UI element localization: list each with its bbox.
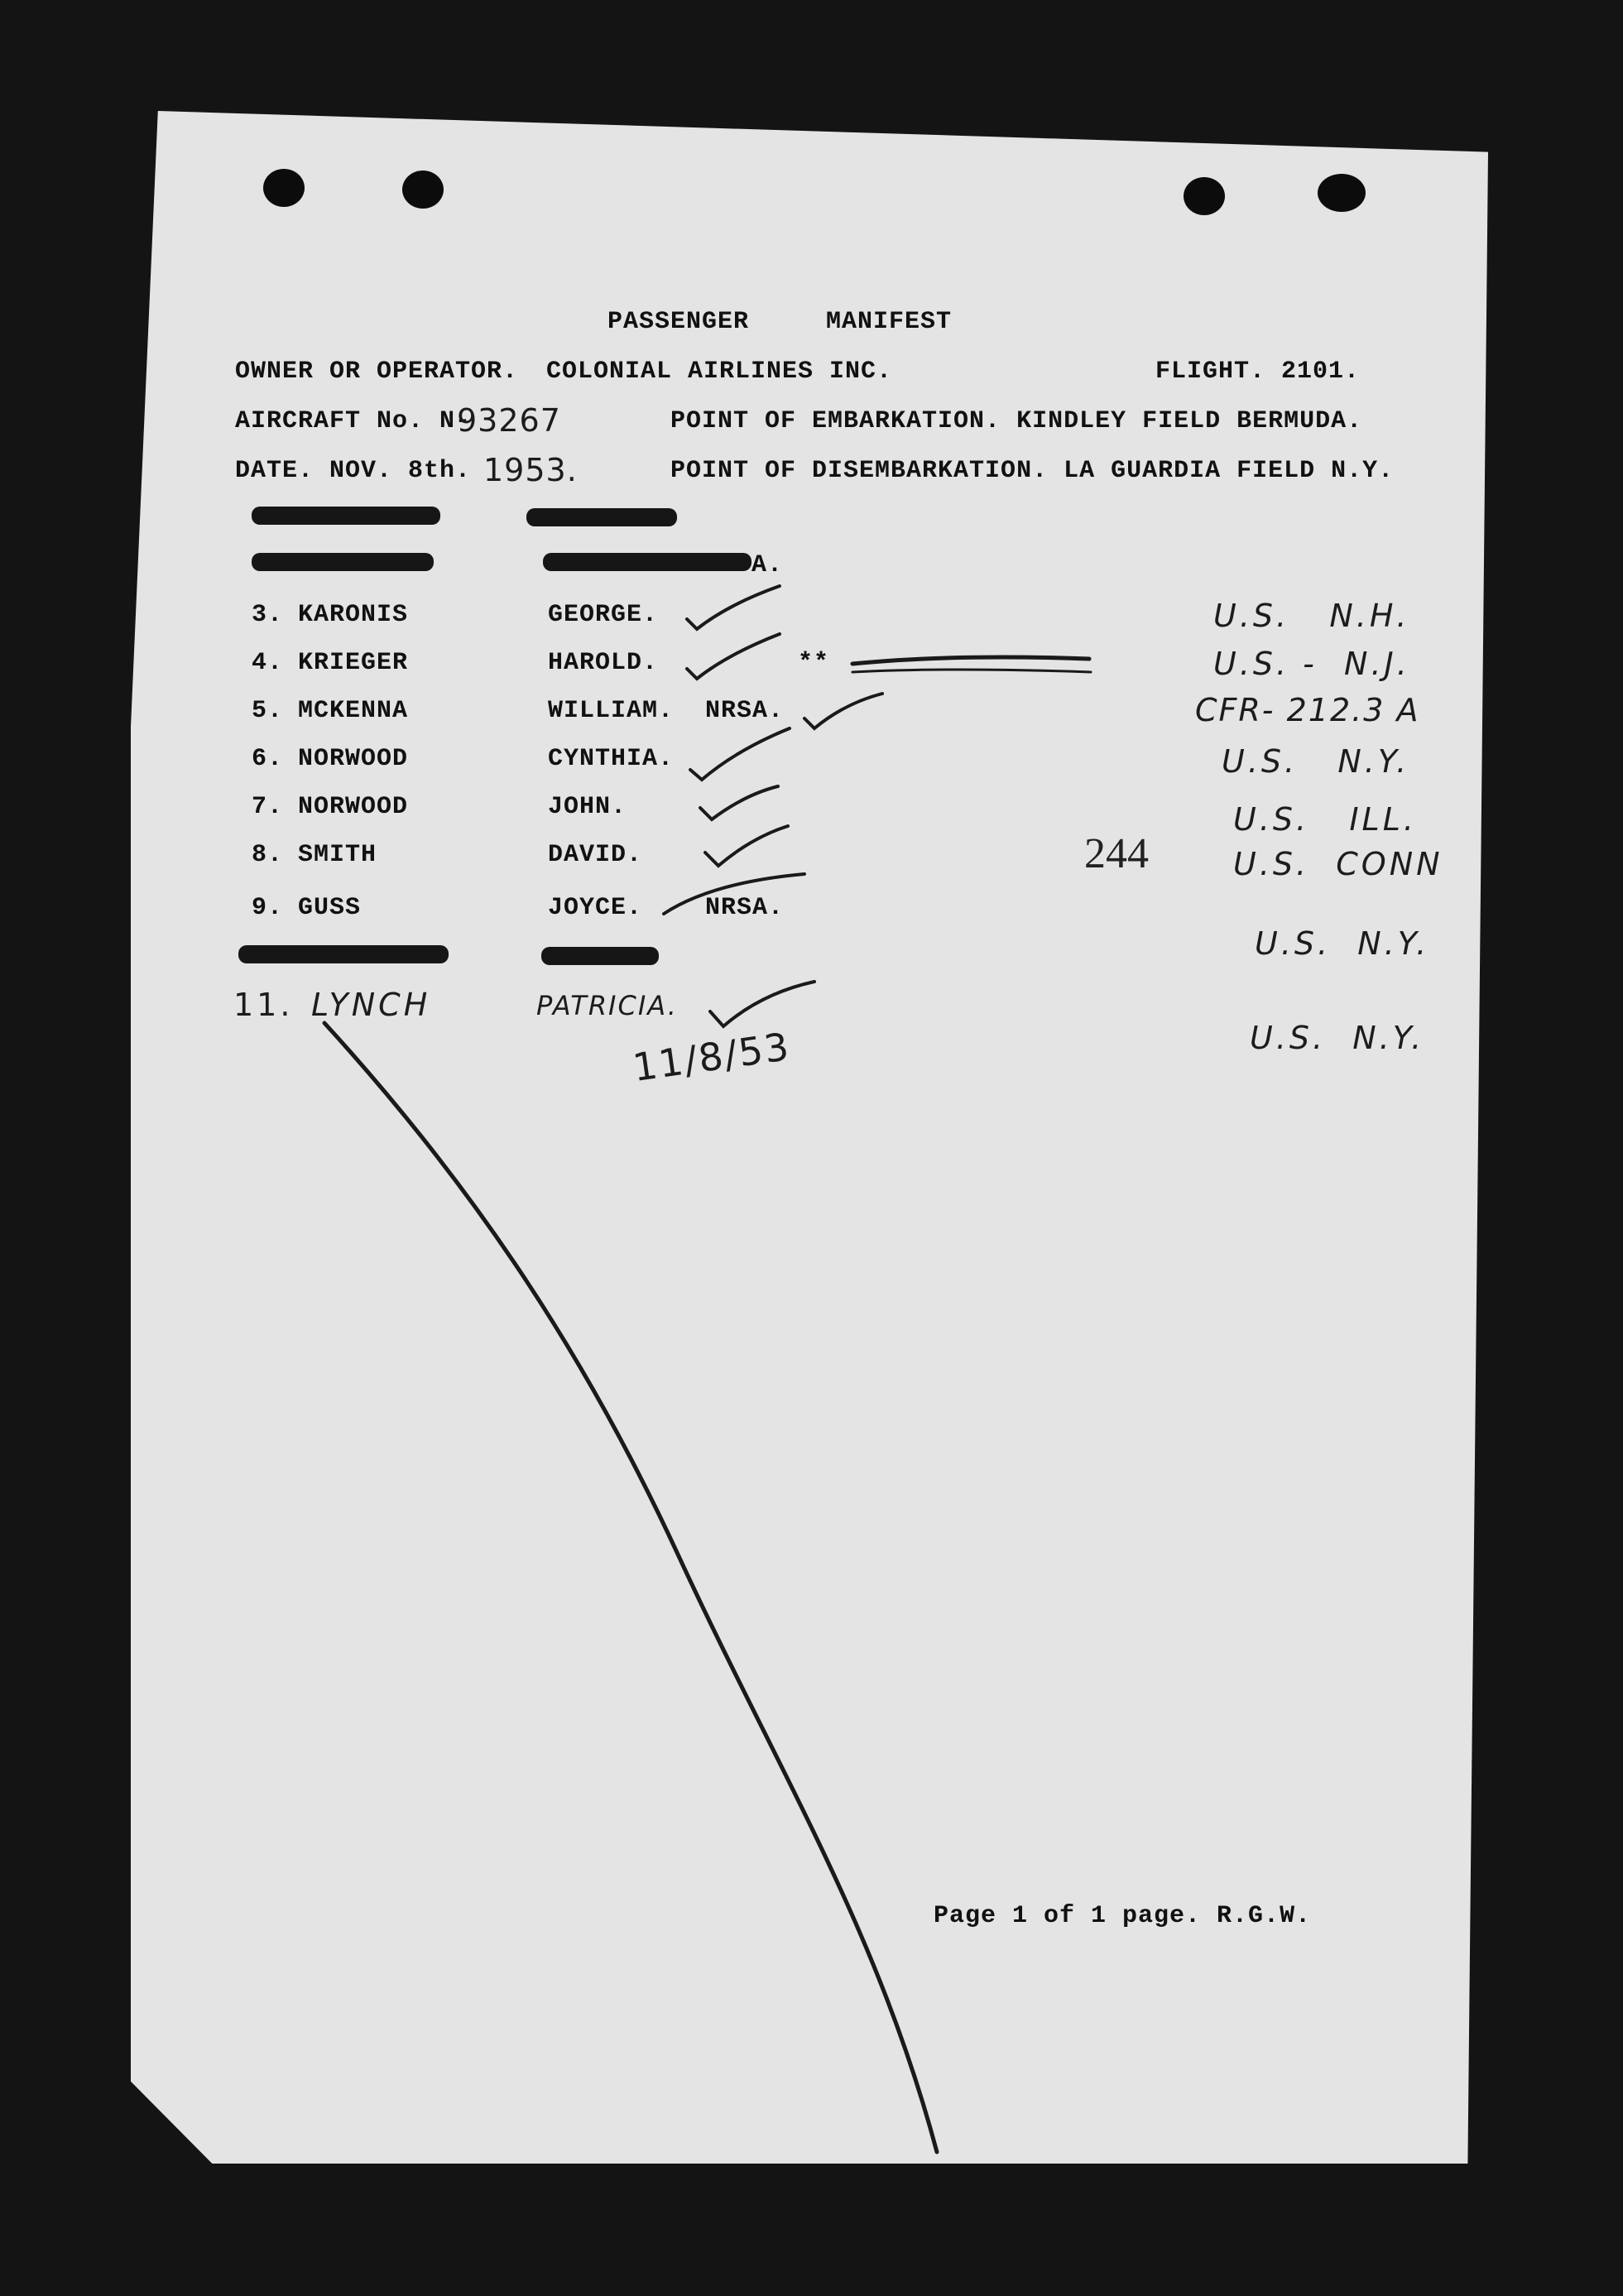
- owner-value: COLONIAL AIRLINES INC.: [546, 358, 893, 386]
- passenger-note: NRSA.: [705, 894, 785, 922]
- passenger-surname: NORWOOD: [298, 793, 409, 821]
- strikethrough-mark: [852, 670, 1091, 672]
- passenger-note: NRSA.: [705, 697, 785, 725]
- redacted-row-suffix: A.: [751, 551, 784, 579]
- passenger-surname: LYNCH: [311, 987, 431, 1023]
- passenger-surname: NORWOOD: [298, 745, 409, 773]
- strikethrough-mark: [852, 657, 1089, 664]
- passenger-given-name: HAROLD.: [548, 649, 659, 677]
- checkmark-icon: [710, 982, 814, 1026]
- checkmark-icon: [700, 786, 778, 819]
- passenger-nationality: U.S. - N.J.: [1213, 646, 1410, 682]
- title-passenger: PASSENGER: [607, 308, 750, 336]
- embarkation-point: POINT OF EMBARKATION. KINDLEY FIELD BERMUDA.: [670, 407, 1363, 435]
- passenger-number: 11.: [233, 987, 294, 1023]
- owner-label: OWNER OR OPERATOR.: [235, 358, 519, 386]
- passenger-given-name: JOYCE.: [548, 894, 643, 922]
- passenger-nationality: U.S. N.Y.: [1255, 925, 1430, 962]
- passenger-nationality: U.S. ILL.: [1233, 801, 1417, 838]
- checkmark-icon: [690, 728, 790, 780]
- passenger-number: 5.: [252, 697, 284, 725]
- checkmark-icon: [687, 634, 780, 679]
- passenger-nationality: CFR- 212.3 A: [1195, 692, 1420, 728]
- passenger-nationality: U.S. CONN: [1233, 846, 1443, 882]
- passenger-number: 3.: [252, 601, 284, 629]
- passenger-number: 9.: [252, 894, 284, 922]
- title-manifest: MANIFEST: [826, 308, 953, 336]
- stamped-number: 244: [1084, 830, 1149, 877]
- date-year: 1953.: [483, 452, 578, 488]
- passenger-number: 8.: [252, 841, 284, 869]
- passenger-surname: SMITH: [298, 841, 377, 869]
- date-label: DATE. NOV. 8th.: [235, 457, 472, 485]
- page-footer: Page 1 of 1 page. R.G.W.: [934, 1902, 1312, 1930]
- checkmark-icon: [687, 586, 780, 629]
- passenger-surname: KARONIS: [298, 601, 409, 629]
- aircraft-label: AIRCRAFT No. N-: [235, 407, 472, 435]
- passenger-given-name: PATRICIA.: [536, 990, 678, 1021]
- passenger-number: 4.: [252, 649, 284, 677]
- passenger-nationality: U.S. N.Y.: [1222, 743, 1410, 780]
- passenger-given-name: GEORGE.: [548, 601, 659, 629]
- passenger-number: 7.: [252, 793, 284, 821]
- checkmark-icon: [804, 694, 882, 728]
- disembarkation-point: POINT OF DISEMBARKATION. LA GUARDIA FIELD N.Y.: [670, 457, 1395, 485]
- checkmark-icon: [705, 826, 788, 866]
- handwritten-date: 11/8/53: [630, 1023, 794, 1091]
- long-pen-stroke: [324, 1023, 937, 2152]
- passenger-nationality: U.S. N.Y.: [1250, 1020, 1425, 1056]
- passenger-given-name: CYNTHIA.: [548, 745, 675, 773]
- passenger-number: 6.: [252, 745, 284, 773]
- passenger-given-name: DAVID.: [548, 841, 643, 869]
- passenger-nationality: U.S. N.H.: [1213, 598, 1410, 634]
- passenger-note: **: [798, 649, 830, 677]
- passenger-surname: KRIEGER: [298, 649, 409, 677]
- passenger-surname: MCKENNA: [298, 697, 409, 725]
- checkmark-icon: [664, 874, 804, 914]
- passenger-surname: GUSS: [298, 894, 362, 922]
- flight-number: FLIGHT. 2101.: [1155, 358, 1361, 386]
- passenger-given-name: WILLIAM.: [548, 697, 675, 725]
- passenger-given-name: JOHN.: [548, 793, 627, 821]
- aircraft-number: 93267: [457, 402, 561, 439]
